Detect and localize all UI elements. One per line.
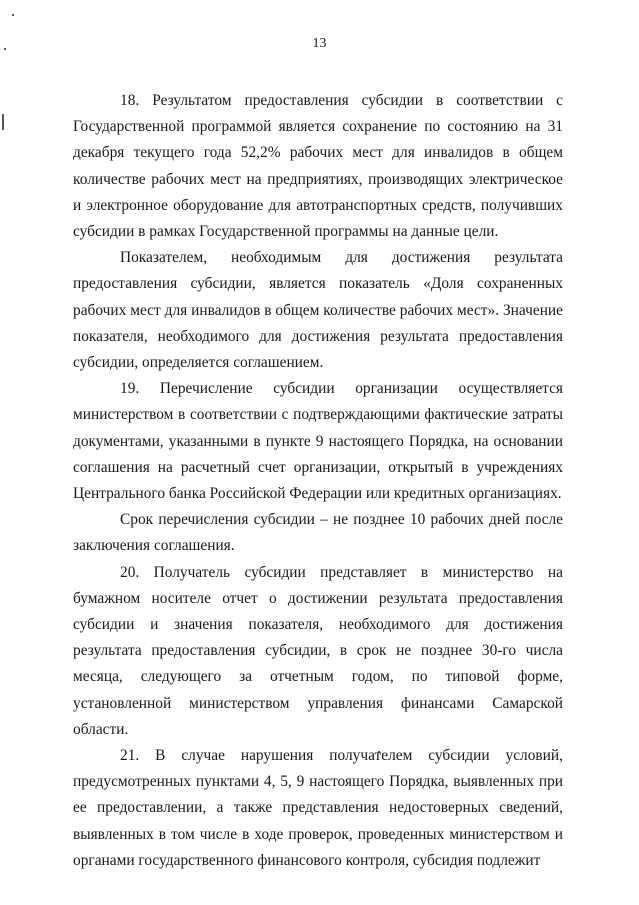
scan-speck: [12, 14, 14, 16]
paragraph-transfer-deadline: Срок перечисления субсидии – не позднее 10 рабочих дней после заключения соглашения.: [73, 511, 563, 555]
paragraph-21: 21. В случае нарушения получателем субсидии условий, предусмотренных пунктами 4, 5, 9 настоящего Порядка, выявленных при ее предоставлении, а также представления недостоверных сведений, выявленных в том числе в ходе проверок, проведенных министерством и органами государственного финансового контроля, субсидия подлежит: [73, 747, 563, 869]
page-number: 13: [312, 36, 327, 51]
paragraph-18: 18. Результатом предоставления субсидии в соответствии с Государственной программой является сохранение по состоянию на 31 декабря текущего года 52,2% рабочих мест для инвалидов в общем количестве рабочих мест на предприятиях, производящих электрическое и электронное оборудование для автотранспортных средств, получивших субсидии в рамках Государственной программы на данные цели.: [73, 92, 563, 241]
paragraph-19: 19. Перечисление субсидии организации осуществляется министерством в соответствии с подтверждающими фактические затраты документами, указанными в пункте 9 настоящего Порядка, на основании соглашения на расчетный счет организации, открытый в учреждениях Центрального банка Российской Федерации или кредитных организациях.: [73, 380, 563, 503]
paragraph-20: 20. Получатель субсидии представляет в министерство на бумажном носителе отчет о достижении результата предоставления субсидии и значения показателя, необходимого для достижения результата предоставления субсидии, в срок не позднее 30-го числа месяца, следующего за отчетным годом, по типовой форме, установленной министерством управления финансами Самарской области.: [73, 563, 563, 738]
paragraph-indicator: Показателем, необходимым для достижения результата предоставления субсидии, является показатель «Доля сохраненных рабочих мест для инвалидов в общем количестве рабочих мест». Значение показателя, необходимого для достижения результата предоставления субсидии, определяется соглашением.: [73, 249, 563, 372]
scan-edge-mark: [2, 114, 4, 130]
document-body: [73, 88, 563, 874]
